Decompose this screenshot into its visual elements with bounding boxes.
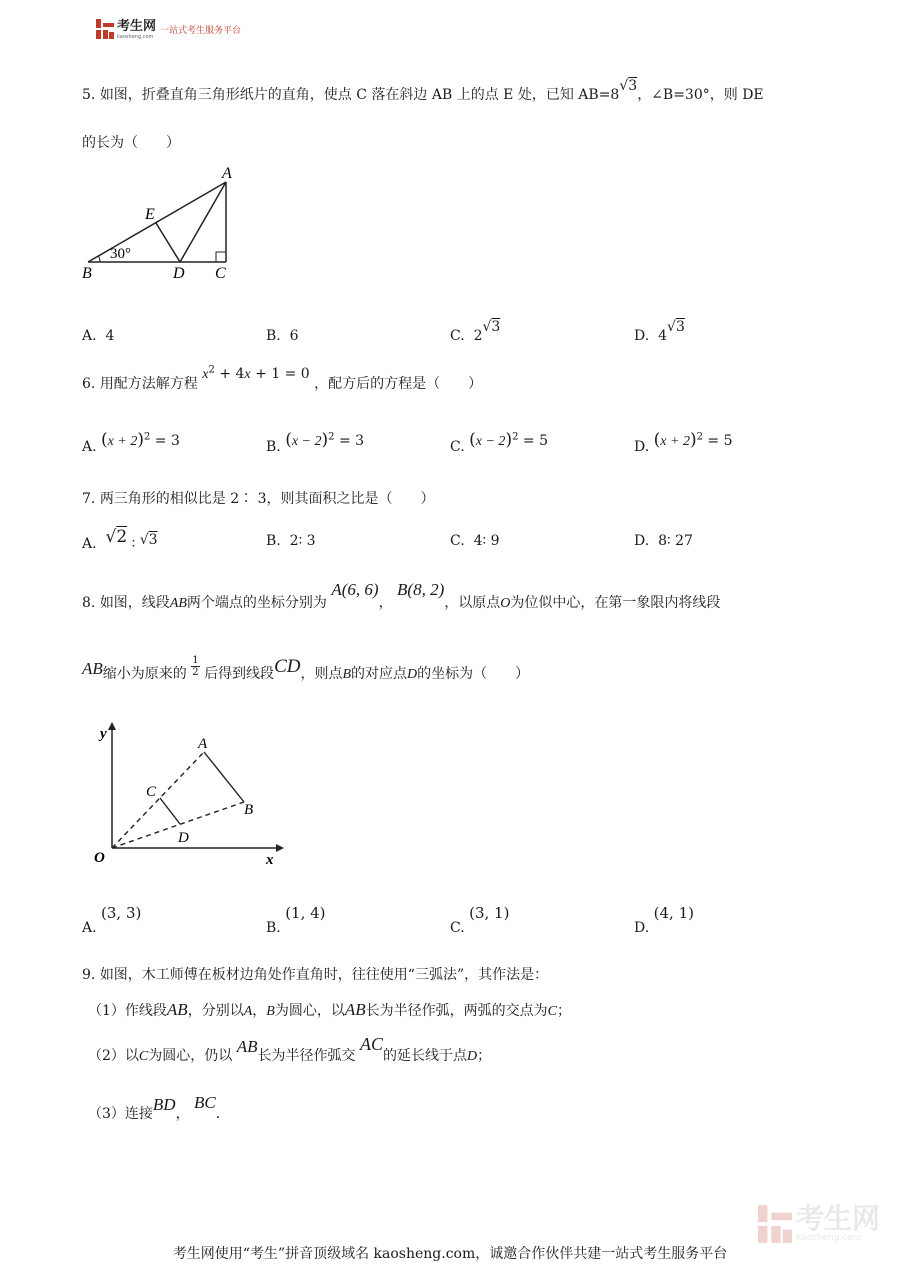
q7-option-a (82, 527, 158, 553)
q7-option-a-radicand1: 2 (116, 527, 128, 547)
q8-pointB-wrap (397, 580, 444, 600)
q9-step2-label: （2）以 (88, 1048, 139, 1064)
q8-label-A: A (198, 736, 208, 752)
q5-option-d-coef: 4 (658, 328, 668, 344)
q8-text4: 为位似中心，在第一象限内将线段 (510, 595, 721, 611)
q8-line2-AB: AB (82, 659, 103, 678)
q6-option-b-letter: B. (266, 439, 281, 455)
q7-option-b-value: 2∶ 3 (289, 533, 316, 549)
q8-option-d (634, 904, 694, 936)
q8-pointA-wrap (331, 580, 378, 600)
q9-step2-t3: 的延长线于点 (382, 1048, 467, 1064)
q7-option-a-radicand2: 3 (148, 532, 158, 548)
q6-eq-tail: + 1 = 0 (250, 366, 310, 382)
q9-step2-t2: 长为半径作弧交 (257, 1048, 356, 1064)
q5-sqrt-radicand: 3 (628, 78, 638, 94)
q7-option-a-letter: A. (82, 536, 97, 552)
watermark-name: 考生网 (795, 1202, 880, 1235)
q6-option-d-rhs: = 5 (702, 433, 733, 449)
q9-step2-t4: ； (477, 1048, 492, 1064)
q7-option-b-letter: B. (266, 533, 281, 549)
q9-stem (82, 964, 548, 984)
q8-line2-text4: 的对应点 (351, 666, 408, 682)
q7-stem (82, 488, 435, 508)
q9-step2-t1: 为圆心，仍以 (148, 1048, 233, 1064)
q8-CD: CD (274, 656, 301, 677)
q8-line2-text3: ，则点 (300, 666, 343, 682)
q8-option-b-letter: B. (266, 920, 281, 936)
q9-step1-t4: 长为半径作弧，两弧的交点为 (365, 1003, 548, 1019)
q6-option-c-letter: C. (450, 439, 465, 455)
q5-option-d (634, 319, 685, 344)
q6-option-d-expr: $(x + 2)^2 = 5$ (653, 430, 733, 450)
header-logo (96, 18, 241, 40)
q5-line-ED (156, 223, 180, 262)
q8-comma: ， (378, 595, 393, 611)
q6-option-a-exp: 2 (143, 431, 151, 443)
q9-step1-t5: ； (556, 1003, 571, 1019)
q8-option-b (266, 904, 326, 936)
q8-number: 8. (82, 595, 96, 611)
q8-line2-text5: 的坐标为（ ） (417, 666, 530, 682)
q8-frac-num: 1 (192, 654, 199, 666)
page-footer: 考生网使用“考生”拼音顶级域名 kaosheng.com，诚邀合作伙伴共建一站式考生服务平台 (172, 1246, 728, 1262)
q9-number: 9. (82, 967, 96, 983)
q5-option-d-letter: D. (634, 328, 650, 344)
q5-option-a-letter: A. (82, 328, 97, 344)
logo-name: 考生网 (117, 19, 157, 34)
watermark-logo-icon (758, 1205, 792, 1243)
q8-stem-line1 (82, 580, 721, 612)
q8-fraction (191, 655, 199, 678)
q6-option-b-inner: x − 2 (291, 434, 322, 449)
q5-text-part1: 如图，折叠直角三角形纸片的直角，使点 C 落在斜边 AB 上的点 E 处，已知 AB=8 (99, 87, 620, 103)
q7-option-c-value: 4∶ 9 (473, 533, 500, 549)
logo-domain: kaosheng.com (117, 34, 154, 40)
q8-label-C: C (146, 784, 157, 800)
q5-right-angle-mark (216, 252, 226, 262)
q5-label-E: E (145, 206, 155, 223)
q9-step1-t1: ，分别以 (187, 1003, 244, 1019)
q6-stem (82, 364, 483, 393)
q8-D-var: D (407, 667, 418, 682)
q6-eq-var2: x (244, 367, 251, 382)
q5-option-b (266, 328, 299, 344)
q5-label-A: A (222, 165, 232, 182)
q5-label-B: B (82, 265, 92, 282)
q6-option-b-exp: 2 (328, 431, 335, 443)
logo-slogan: 一站式考生服务平台 (160, 25, 242, 36)
q6-eq-var: x (202, 367, 209, 382)
q6-option-a (82, 430, 180, 456)
q5-angle-arc (99, 256, 101, 262)
q8-figure (86, 716, 286, 876)
q9-step1-A: A (243, 1004, 253, 1019)
q6-option-a-expr: $(x + 2)^2 = 3$ (101, 430, 180, 450)
q9-step3-t2: . (215, 1106, 221, 1122)
q6-text-after: ，配方后的方程是（ ） (314, 376, 483, 392)
q5-number: 5. (82, 87, 96, 103)
q8-text1: 如图，线段 (99, 595, 170, 611)
q6-option-d (634, 430, 733, 456)
q8-x-arrow-icon (276, 844, 284, 852)
q9-step2-AB: AB (236, 1037, 258, 1056)
q9-step3 (88, 1093, 221, 1123)
q5-stem-line2: 的长为（ ） (82, 135, 180, 151)
q8-label-O: O (94, 850, 105, 866)
q7-text: 两三角形的相似比是 2∶ 3，则其面积之比是（ ） (99, 491, 435, 507)
q5-figure (78, 160, 248, 285)
q6-text-before: 用配方法解方程 (99, 376, 198, 392)
watermark-text (795, 1202, 880, 1243)
watermark-domain: kaosheng.com (795, 1233, 862, 1243)
q8-option-c (450, 904, 510, 936)
q5-label-angle: 30° (110, 246, 131, 262)
q9-step1-C: C (547, 1004, 557, 1019)
q8-line2-text2: 后得到线段 (204, 666, 275, 682)
q9-step1-label: （1）作线段 (88, 1003, 167, 1019)
q6-option-c (450, 430, 548, 456)
q5-line-BA (88, 182, 226, 262)
q6-option-a-rhs: = 3 (150, 433, 180, 449)
q8-option-a-letter: A. (82, 920, 97, 936)
q8-segment-AB (204, 752, 244, 802)
q8-label-D: D (178, 830, 189, 846)
q5-option-d-radicand: 3 (675, 319, 685, 335)
q8-frac-den: 2 (192, 666, 199, 678)
q5-option-c-letter: C. (450, 328, 465, 344)
q8-label-y: y (100, 726, 107, 742)
q8-option-b-value: (1, 4) (285, 904, 326, 922)
q7-option-d-value: 8∶ 27 (658, 533, 693, 549)
q9-step1-B: B (266, 1004, 275, 1019)
q6-option-d-inner: x + 2 (660, 434, 690, 449)
q8-dashed-OA (112, 752, 204, 848)
q5-option-c-coef: 2 (473, 328, 483, 344)
q6-option-d-letter: D. (634, 439, 650, 455)
q9-step1-t2: ， (252, 1003, 267, 1019)
q7-option-c-letter: C. (450, 533, 465, 549)
q8-option-a-value: (3, 3) (101, 904, 142, 922)
q6-option-c-inner: x − 2 (475, 434, 506, 449)
q8-option-c-letter: C. (450, 920, 465, 936)
q5-option-a-value: 4 (105, 328, 115, 344)
q5-option-a (82, 328, 114, 344)
q8-segment-CD (160, 798, 180, 824)
q7-option-d-letter: D. (634, 533, 650, 549)
q7-option-c (450, 533, 500, 549)
watermark (758, 1202, 880, 1243)
q8-O: O (500, 596, 511, 611)
q5-option-b-letter: B. (266, 328, 281, 344)
q5-sqrt: √3 (619, 78, 638, 94)
q6-option-a-letter: A. (82, 439, 97, 455)
q5-option-c-radicand: 3 (491, 319, 501, 335)
q7-option-a-sqrt1: √2 (105, 527, 128, 547)
q5-line-AD (180, 182, 226, 262)
q8-line2-text1: 缩小为原来的 (102, 666, 187, 682)
q7-number: 7. (82, 491, 96, 507)
q9-step1-AB2: AB (344, 1000, 366, 1019)
q8-pointA: A(6, 6) (331, 580, 379, 599)
q6-option-d-exp: 2 (696, 431, 703, 443)
q8-text2: 两个端点的坐标分别为 (186, 595, 327, 611)
q8-label-x: x (266, 852, 274, 868)
q5-option-c (450, 319, 501, 344)
kaosheng-logo-icon (96, 19, 114, 39)
q6-number: 6. (82, 376, 96, 392)
q6-option-a-inner: x + 2 (107, 434, 138, 449)
q5-stem-line1 (82, 78, 764, 104)
q8-option-a (82, 904, 142, 936)
q6-option-c-expr: $(x - 2)^2 = 5$ (469, 430, 548, 450)
q9-step3-BC: BC (194, 1093, 216, 1112)
q9-step1-t3: 为圆心，以 (274, 1003, 345, 1019)
q9-step1-AB: AB (166, 1000, 188, 1019)
q6-option-c-rhs: = 5 (518, 433, 548, 449)
q6-option-b-rhs: = 3 (334, 433, 365, 449)
q7-option-b (266, 533, 316, 549)
q9-step3-BD: BD (152, 1095, 176, 1114)
q5-option-d-sqrt: √3 (667, 319, 685, 335)
q6-eq-rest: + 4 (214, 366, 245, 382)
q8-y-arrow-icon (108, 722, 116, 730)
q8-option-d-value: (4, 1) (653, 904, 694, 922)
q9-step2-C: C (138, 1049, 149, 1064)
q9-step3-label: （3）连接 (88, 1106, 153, 1122)
q5-label-C: C (215, 265, 226, 282)
q8-option-d-letter: D. (634, 920, 650, 936)
q9-step3-t1: ， (175, 1106, 190, 1122)
q5-label-D: D (173, 265, 185, 282)
q9-step2-D: D (466, 1049, 478, 1064)
q8-AB: AB (169, 596, 187, 611)
q9-text: 如图，木工师傅在板材边角处作直角时，往往使用“三弧法”，其作法是： (99, 967, 549, 983)
q8-pointB: B(8, 2) (397, 580, 445, 599)
q7-option-d (634, 533, 693, 549)
q8-option-c-value: (3, 1) (469, 904, 510, 922)
q8-text3: ，以原点 (444, 595, 501, 611)
q6-option-c-exp: 2 (512, 431, 519, 443)
q5-option-c-sqrt: √3 (482, 319, 501, 335)
q9-step1 (88, 1000, 571, 1020)
logo-text (117, 18, 156, 40)
q6-equation (202, 366, 314, 382)
q6-eq-exp: 2 (208, 364, 215, 376)
q8-label-B: B (244, 802, 254, 818)
q8-B-var: B (342, 667, 352, 682)
q8-stem-line2 (82, 654, 530, 686)
q5-option-b-value: 6 (289, 328, 299, 344)
q5-text-part2: ，∠B=30°，则 DE (637, 87, 764, 103)
q7-option-a-sqrt2: √3 (139, 532, 158, 548)
q9-step2 (88, 1034, 492, 1065)
q6-option-b (266, 430, 365, 456)
q6-option-b-expr: $(x - 2)^2 = 3$ (285, 430, 365, 450)
q9-step2-AC: AC (359, 1034, 383, 1054)
q7-option-a-sep: ∶ (131, 536, 136, 552)
